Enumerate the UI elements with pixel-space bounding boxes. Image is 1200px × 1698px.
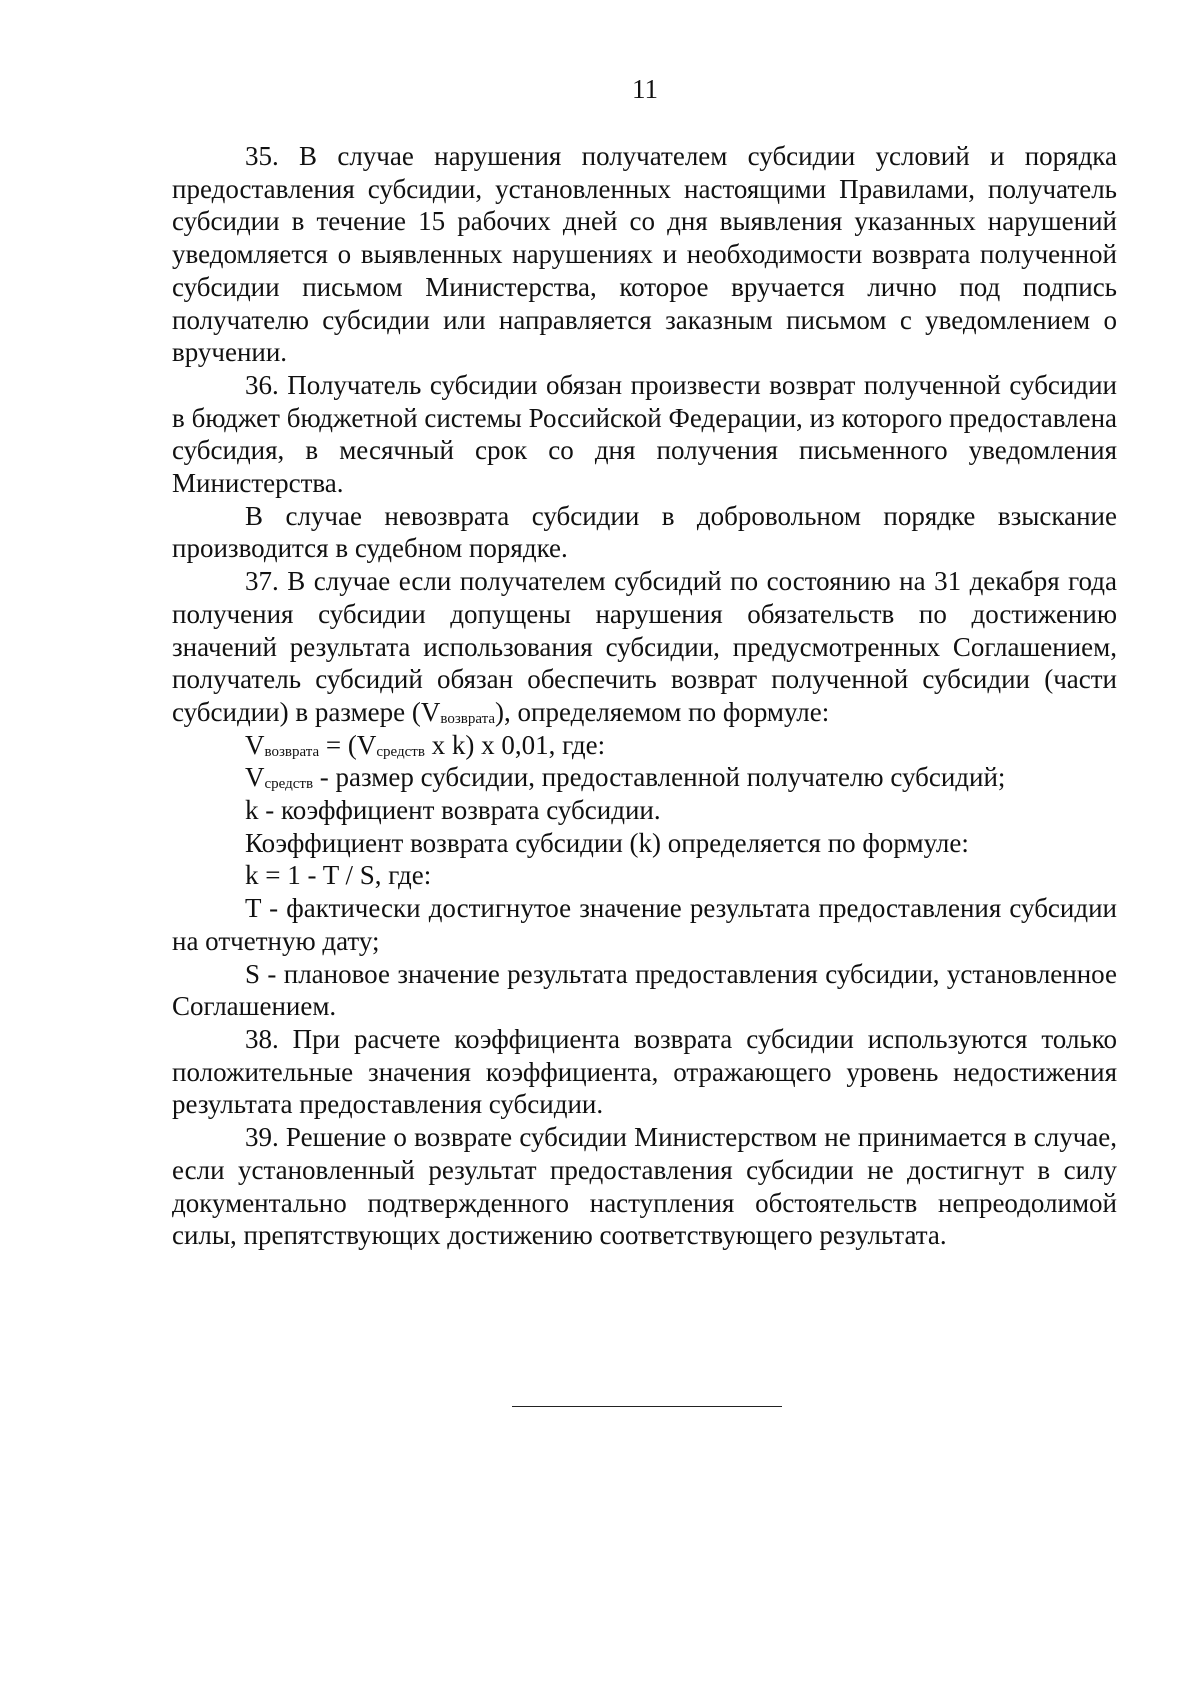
formula-end: x k) x 0,01, где:: [424, 729, 606, 760]
definition-k: k - коэффициент возврата субсидии.: [245, 795, 661, 826]
document-body: [172, 140, 1117, 1252]
definition-s: S - плановое значение результата предоставления субсидии, установленное Соглашением.: [172, 958, 1117, 1022]
paragraph-37-end: ), определяемом по формуле:: [495, 696, 830, 727]
coefficient-intro: Коэффициент возврата субсидии (k) определяется по формуле:: [245, 827, 969, 858]
definition-v-sub: средств: [264, 776, 314, 793]
formula-sub-funds: средств: [376, 743, 425, 760]
formula-return-amount: [172, 729, 1117, 762]
formula-middle: = (V: [319, 729, 377, 760]
definition-v-text: - размер субсидии, предоставленной получателю субсидий;: [313, 762, 1006, 793]
page-number: 11: [632, 74, 658, 104]
paragraph-37-text: 37. В случае если получателем субсидий по состоянию на 31 декабря года получения субсидии допущены нарушения обязательств по достижению значений результата использования субсидии, предусмотренных Соглашением, получатель субсидий обязан обеспечить возврат полученной субсидии (части субсидии) в размере (V: [172, 566, 1117, 727]
closing-rule: [512, 1406, 782, 1407]
paragraph-37: [172, 565, 1117, 729]
definition-v: V: [245, 762, 265, 793]
formula-v: V: [245, 729, 265, 760]
definition-v-funds: [172, 761, 1117, 794]
formula-sub-return: возврата: [264, 743, 320, 760]
paragraph-36-continuation: В случае невозврата субсидии в добровольном порядке взыскание производится в судебном порядке.: [172, 500, 1117, 564]
paragraph-35: 35. В случае нарушения получателем субсидии условий и порядка предоставления субсидии, установленных настоящими Правилами, получатель субсидии в течение 15 рабочих дней со дня выявления указанных нарушений уведомляется о выявленных нарушениях и необходимости возврата полученной субсидии письмом Министерства, которое вручается лично под подпись получателю субсидии или направляется заказным письмом с уведомлением о вручении.: [172, 141, 1117, 368]
paragraph-39: 39. Решение о возврате субсидии Министерством не принимается в случае, если установленный результат предоставления субсидии не достигнут в силу документально подтвержденного наступления обстоятельств непреодолимой силы, препятствующих достижению соответствующего результата.: [172, 1122, 1117, 1251]
paragraph-38: 38. При расчете коэффициента возврата субсидии используются только положительные значения коэффициента, отражающего уровень недостижения результата предоставления субсидии.: [172, 1023, 1117, 1120]
definition-t: T - фактически достигнутое значение результата предоставления субсидии на отчетную дату;: [172, 893, 1117, 956]
paragraph-36: 36. Получатель субсидии обязан произвести возврат полученной субсидии в бюджет бюджетной системы Российской Федерации, из которого предоставлена субсидия, в месячный срок со дня получения письменного уведомления Министерства.: [172, 369, 1117, 499]
paragraph-37-subscript: возврата: [440, 710, 496, 727]
formula-coefficient: k = 1 - T / S, где:: [245, 860, 432, 891]
